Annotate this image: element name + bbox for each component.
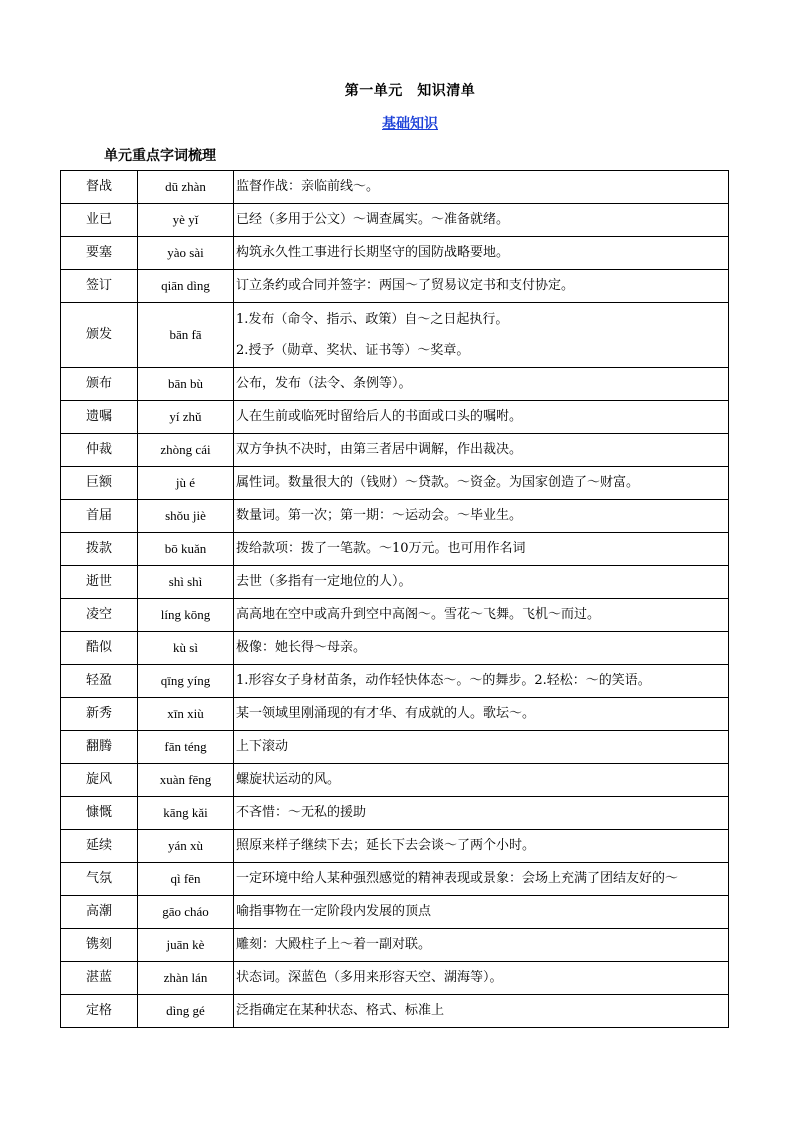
table-row (61, 863, 729, 896)
vocab-definition (234, 467, 729, 500)
vocab-pinyin: xuàn fēng (138, 764, 234, 797)
table-row (61, 500, 729, 533)
vocab-pinyin: qì fēn (138, 863, 234, 896)
vocab-word: 镌刻 (61, 929, 138, 962)
definition-line: 喻指事物在一定阶段内发展的顶点 (236, 904, 432, 919)
table-row (61, 698, 729, 731)
vocab-pinyin: qīng yíng (138, 665, 234, 698)
vocab-word: 慷慨 (61, 797, 138, 830)
vocab-word: 督战 (61, 171, 138, 204)
vocab-pinyin: shǒu jiè (138, 500, 234, 533)
section-heading: 单元重点字词梳理 (104, 148, 216, 164)
definition-line: 1.形容女子身材苗条，动作轻快体态～。～的舞步。2.轻松：～的笑语。 (236, 673, 651, 688)
page-subtitle: 基础知识 (382, 116, 438, 132)
vocab-definition (234, 863, 729, 896)
vocab-pinyin: yán xù (138, 830, 234, 863)
definition-line: 照原来样子继续下去；延长下去会谈～了两个小时。 (236, 838, 536, 853)
vocab-word: 高潮 (61, 896, 138, 929)
definition-line: 极像：她长得～母亲。 (236, 640, 367, 655)
table-row (61, 270, 729, 303)
vocab-definition (234, 171, 729, 204)
vocab-word: 定格 (61, 995, 138, 1028)
vocab-word: 轻盈 (61, 665, 138, 698)
vocab-definition (234, 204, 729, 237)
vocab-word: 湛蓝 (61, 962, 138, 995)
vocab-definition (234, 237, 729, 270)
table-row (61, 303, 729, 368)
table-row (61, 665, 729, 698)
definition-line: 去世（多指有一定地位的人）。 (236, 574, 412, 589)
definition-line: 不吝惜：～无私的援助 (236, 805, 367, 820)
vocab-pinyin: líng kōng (138, 599, 234, 632)
vocab-word: 签订 (61, 270, 138, 303)
vocab-pinyin: kù sì (138, 632, 234, 665)
table-row (61, 533, 729, 566)
vocab-word: 气氛 (61, 863, 138, 896)
table-row (61, 764, 729, 797)
table-row (61, 368, 729, 401)
vocab-definition (234, 731, 729, 764)
vocab-pinyin: yí zhǔ (138, 401, 234, 434)
vocab-definition (234, 830, 729, 863)
vocab-pinyin: dìng gé (138, 995, 234, 1028)
vocab-definition (234, 303, 729, 368)
definition-line: 监督作战：亲临前线～。 (236, 179, 380, 194)
table-row (61, 830, 729, 863)
vocab-pinyin: yè yǐ (138, 204, 234, 237)
definition-line: 构筑永久性工事进行长期坚守的国防战略要地。 (236, 245, 510, 260)
vocab-definition (234, 368, 729, 401)
vocab-word: 酷似 (61, 632, 138, 665)
vocab-definition (234, 764, 729, 797)
vocab-word: 遗嘱 (61, 401, 138, 434)
definition-line: 公布，发布（法令、条例等）。 (236, 376, 412, 391)
vocab-definition (234, 599, 729, 632)
vocab-word: 延续 (61, 830, 138, 863)
vocab-pinyin: bān bù (138, 368, 234, 401)
definition-line: 1.发布（命令、指示、政策）自～之日起执行。 (236, 311, 509, 327)
table-row (61, 566, 729, 599)
definition-line: 某一领域里刚涌现的有才华、有成就的人。歌坛～。 (236, 706, 536, 721)
vocab-word: 逝世 (61, 566, 138, 599)
definition-line: 泛指确定在某种状态、格式、标准上 (236, 1003, 445, 1018)
definition-line: 已经（多用于公文）～调查属实。～准备就绪。 (236, 212, 510, 227)
vocab-word: 要塞 (61, 237, 138, 270)
definition-line: 2.授予（勋章、奖状、证书等）～奖章。 (236, 342, 470, 358)
vocabulary-table (60, 170, 729, 1028)
vocab-word: 凌空 (61, 599, 138, 632)
definition-line: 高高地在空中或高升到空中高阁～。雪花～飞舞。飞机～而过。 (236, 607, 601, 622)
vocab-definition (234, 533, 729, 566)
vocab-word: 首届 (61, 500, 138, 533)
definition-line: 上下滚动 (236, 739, 289, 754)
vocab-pinyin: bō kuǎn (138, 533, 234, 566)
vocab-definition (234, 401, 729, 434)
vocab-word: 业已 (61, 204, 138, 237)
vocab-definition (234, 698, 729, 731)
vocab-word: 新秀 (61, 698, 138, 731)
vocab-pinyin: qiān dìng (138, 270, 234, 303)
vocab-pinyin: zhòng cái (138, 434, 234, 467)
vocab-word: 巨额 (61, 467, 138, 500)
vocab-word: 仲裁 (61, 434, 138, 467)
table-row (61, 797, 729, 830)
vocab-definition (234, 566, 729, 599)
vocab-definition (234, 500, 729, 533)
vocab-definition (234, 632, 729, 665)
definition-line: 人在生前或临死时留给后人的书面或口头的嘱咐。 (236, 409, 523, 424)
table-row (61, 467, 729, 500)
vocab-definition (234, 995, 729, 1028)
table-row (61, 995, 729, 1028)
definition-line: 属性词。数量很大的（钱财）～贷款。～资金。为国家创造了～财富。 (236, 475, 640, 490)
vocab-word: 翻腾 (61, 731, 138, 764)
vocab-pinyin: yào sài (138, 237, 234, 270)
table-row (61, 401, 729, 434)
definition-line: 一定环境中给人某种强烈感觉的精神表现或景象：会场上充满了团结友好的～ (236, 871, 679, 886)
vocab-pinyin: shì shì (138, 566, 234, 599)
vocab-pinyin: fān téng (138, 731, 234, 764)
table-row (61, 434, 729, 467)
table-row (61, 962, 729, 995)
vocab-word: 颁布 (61, 368, 138, 401)
definition-line: 拨给款项：拨了一笔款。～10万元。也可用作名词 (236, 541, 526, 556)
vocab-word: 旋风 (61, 764, 138, 797)
vocabulary-table-body (61, 171, 729, 1028)
definition-line: 数量词。第一次；第一期：～运动会。～毕业生。 (236, 508, 523, 523)
definition-line: 订立条约或合同并签字：两国～了贸易议定书和支付协定。 (236, 278, 575, 293)
definition-line: 螺旋状运动的风。 (236, 772, 341, 787)
table-row (61, 896, 729, 929)
vocab-definition (234, 929, 729, 962)
vocab-definition (234, 270, 729, 303)
vocab-definition (234, 434, 729, 467)
definition-line: 雕刻：大殿柱子上～着一副对联。 (236, 937, 432, 952)
table-row (61, 929, 729, 962)
vocab-definition (234, 665, 729, 698)
vocab-pinyin: dū zhàn (138, 171, 234, 204)
vocab-pinyin: juān kè (138, 929, 234, 962)
vocab-word: 颁发 (61, 303, 138, 368)
vocab-pinyin: zhàn lán (138, 962, 234, 995)
table-row (61, 599, 729, 632)
table-row (61, 632, 729, 665)
table-row (61, 204, 729, 237)
vocab-pinyin: jù é (138, 467, 234, 500)
vocab-pinyin: bān fā (138, 303, 234, 368)
vocab-pinyin: kāng kǎi (138, 797, 234, 830)
table-row (61, 237, 729, 270)
vocab-definition (234, 896, 729, 929)
table-row (61, 171, 729, 204)
vocab-definition (234, 797, 729, 830)
vocab-definition (234, 962, 729, 995)
vocab-word: 拨款 (61, 533, 138, 566)
definition-line: 状态词。深蓝色（多用来形容天空、湖海等）。 (236, 970, 503, 985)
vocab-pinyin: xīn xiù (138, 698, 234, 731)
definition-line: 双方争执不决时，由第三者居中调解，作出裁决。 (236, 442, 523, 457)
table-row (61, 731, 729, 764)
vocab-pinyin: gāo cháo (138, 896, 234, 929)
page-title: 第一单元 知识清单 (344, 83, 476, 99)
